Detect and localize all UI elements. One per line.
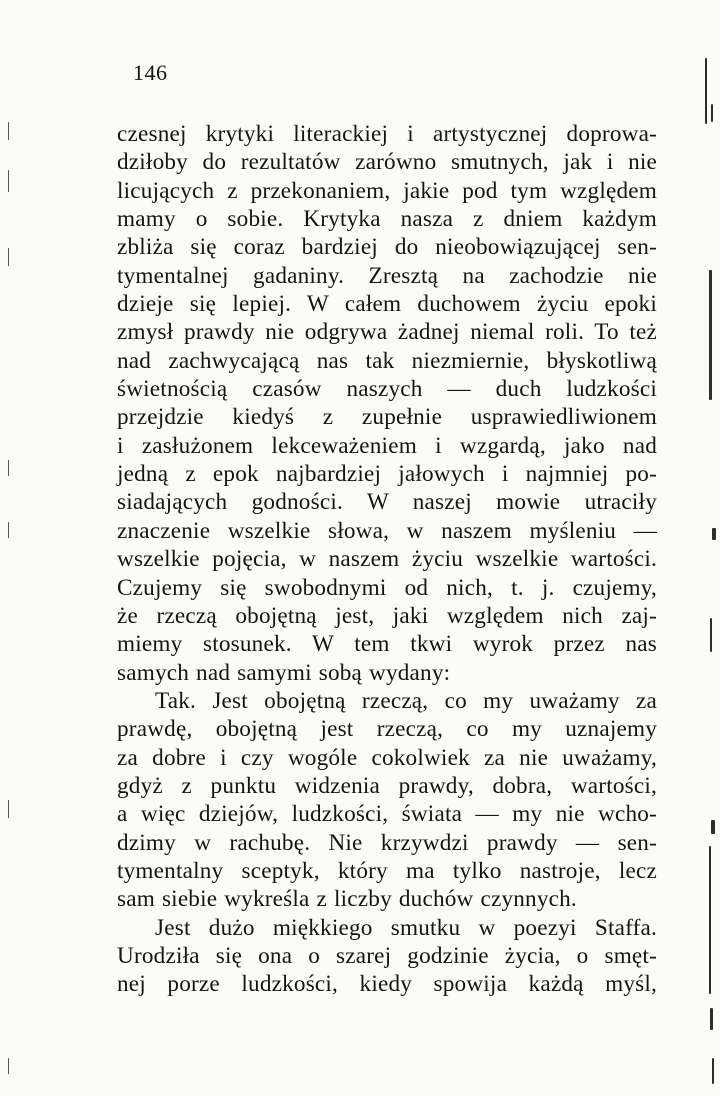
text-line: siadających godności. W naszej mowie utraciły xyxy=(117,489,657,516)
page-number: 146 xyxy=(133,60,168,85)
text-line: tymentalny sceptyk, który ma tylko nastroje, lecz xyxy=(117,857,657,884)
text-line: dziłoby do rezultatów zarówno smutnych, jak i nie xyxy=(117,149,657,176)
text-line: zmysł prawdy nie odgrywa żadnej niemal roli. To też xyxy=(117,319,657,346)
right-scan-edge-mark xyxy=(712,1058,714,1084)
right-scan-edge-mark xyxy=(711,820,715,834)
text-line: nej porze ludzkości, kiedy spowija każdą myśl, xyxy=(117,971,657,998)
right-scan-edge-mark xyxy=(709,846,711,994)
right-scan-edge-mark xyxy=(710,618,712,652)
text-line: samych nad samymi sobą wydany: xyxy=(117,659,451,686)
text-line: prawdę, obojętną jest rzeczą, co my uznajemy xyxy=(117,716,657,743)
right-scan-edge-mark xyxy=(710,1008,713,1030)
text-line: a więc dziejów, ludzkości, świata — my nie wcho- xyxy=(117,801,657,828)
text-line: znaczenie wszelkie słowa, w naszem myśleniu — xyxy=(117,517,657,544)
right-scan-edge-mark xyxy=(711,104,713,122)
text-line: Urodziła się ona o szarej godzinie życia, o smęt- xyxy=(117,942,657,969)
left-scan-edge-mark xyxy=(8,522,9,538)
text-line: świetnością czasów naszych — duch ludzkości xyxy=(117,376,657,403)
text-line: tymentalnej gadaniny. Zresztą na zachodzie nie xyxy=(117,262,657,289)
right-scan-edge-mark xyxy=(705,58,707,124)
left-scan-edge-mark xyxy=(8,248,9,266)
text-line: czesnej krytyki literackiej i artystycznej doprowa- xyxy=(117,121,657,147)
left-scan-edge-mark xyxy=(8,460,9,476)
body-text xyxy=(117,120,657,999)
paragraph-start-line: Tak. Jest obojętną rzeczą, co my uważamy za xyxy=(155,687,657,714)
text-line: dzieje się lepiej. W całem duchowem życiu epoki xyxy=(117,291,657,318)
text-line: dzimy w rachubę. Nie krzywdzi prawdy — sen- xyxy=(117,829,657,856)
left-scan-edge-mark xyxy=(8,122,9,140)
text-line: że rzeczą obojętną jest, jaki względem nich zaj- xyxy=(117,602,657,629)
text-line: miemy stosunek. W tem tkwi wyrok przez nas xyxy=(117,631,657,658)
right-scan-edge-mark xyxy=(709,270,712,400)
text-line: zbliża się coraz bardziej do nieobowiązującej sen- xyxy=(117,234,657,261)
left-scan-edge-mark xyxy=(8,170,9,192)
left-scan-edge-mark xyxy=(8,800,9,818)
text-line: za dobre i czy wogóle cokolwiek za nie uważamy, xyxy=(117,744,657,771)
text-line: wszelkie pojęcia, w naszem życiu wszelkie wartości. xyxy=(117,546,657,573)
text-line: Czujemy się swobodnymi od nich, t. j. czujemy, xyxy=(117,574,657,601)
text-line: przejdzie kiedyś z zupełnie usprawiedliwionem xyxy=(117,404,657,431)
left-scan-edge-mark xyxy=(8,1058,9,1074)
text-line: mamy o sobie. Krytyka nasza z dniem każdym xyxy=(117,206,657,233)
text-line: sam siebie wykreśla z liczby duchów czynnych. xyxy=(117,886,577,913)
text-line: licujących z przekonaniem, jakie pod tym względem xyxy=(117,177,657,204)
right-scan-edge-mark xyxy=(712,528,716,540)
paragraph-start-line: Jest dużo miękkiego smutku w poezyi Staffa. xyxy=(155,914,657,941)
text-line: gdyż z punktu widzenia prawdy, dobra, wartości, xyxy=(117,772,657,799)
text-line: nad zachwycającą nas tak niezmiernie, błyskotliwą xyxy=(117,347,657,374)
text-line: i zasłużonem lekceważeniem i wzgardą, jako nad xyxy=(117,432,657,459)
text-line: jedną z epok najbardziej jałowych i najmniej po- xyxy=(117,461,657,488)
